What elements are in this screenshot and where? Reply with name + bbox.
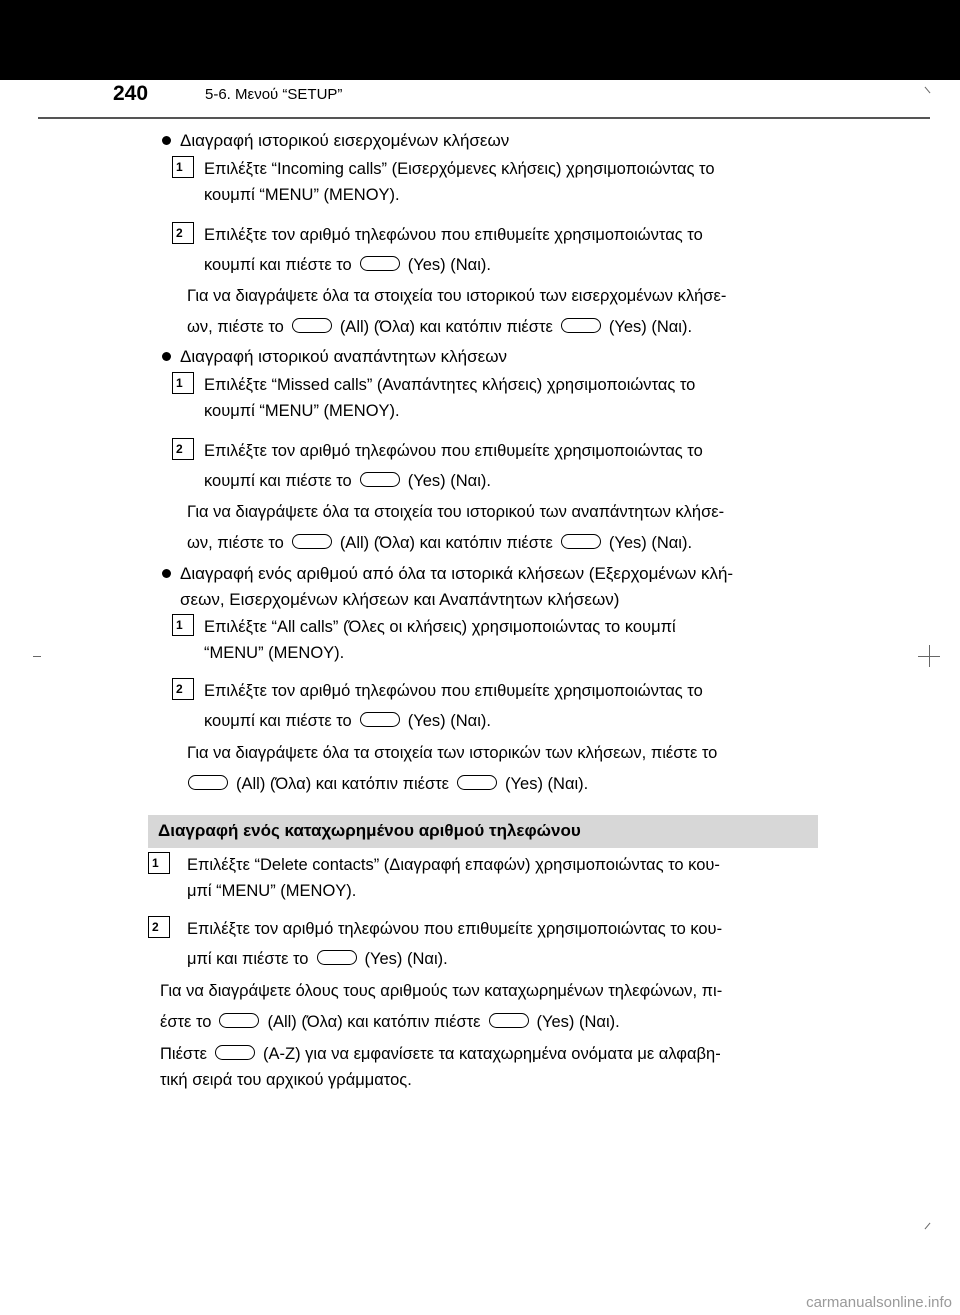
bullet-incoming: Διαγραφή ιστορικού εισερχομένων κλήσεων (180, 131, 510, 150)
note-text-mid: (All) (Όλα) και κατόπιν πιέστε (339, 318, 553, 336)
yes-button-icon (457, 775, 497, 790)
step-badge-2: 2 (172, 438, 194, 460)
contacts-note2-line2: τική σειρά του αρχικού γράμματος. (160, 1071, 412, 1089)
incoming-step1-line2: κουμπί “MENU” (MENOY). (204, 186, 400, 204)
incoming-step1-line1: Επιλέξτε “Incoming calls” (Εισερχόμενες κλήσεις) χρησιμοποιώντας το (204, 160, 715, 178)
section-title: 5-6. Μενού “SETUP” (205, 86, 343, 103)
az-button-icon (215, 1045, 255, 1060)
bullet-dot (162, 352, 171, 361)
step2-text: κουμπί και πιέστε το (204, 472, 352, 490)
step-badge-1: 1 (148, 852, 170, 874)
step2-text: μπί και πιέστε το (187, 950, 309, 968)
all-button-icon (292, 534, 332, 549)
yes-label: (Yes) (Ναι). (505, 775, 589, 793)
bullet-dot (162, 136, 171, 145)
note-text-mid: (All) (Όλα) και κατόπιν πιέστε (267, 1013, 481, 1031)
watermark: carmanualsonline.info (806, 1294, 952, 1311)
yes-label: (Yes) (Ναι). (608, 318, 693, 336)
note-text: Πιέστε (160, 1045, 207, 1063)
yes-button-icon (360, 472, 400, 487)
step-badge-1: 1 (172, 156, 194, 178)
all-button-icon (188, 775, 228, 790)
note-text-mid: (All) (Όλα) και κατόπιν πιέστε (236, 775, 450, 793)
note-text: ων, πιέστε το (187, 534, 284, 552)
yes-label: (Yes) (Ναι). (407, 472, 491, 490)
bullet-all-line2: σεων, Εισερχομένων κλήσεων και Αναπάντητων κλήσεων) (180, 590, 620, 609)
yes-button-icon (317, 950, 357, 965)
step-badge-2: 2 (172, 678, 194, 700)
contacts-step2-line2 (187, 946, 448, 972)
all-step2-line2 (204, 708, 491, 734)
missed-step2-line1: Επιλέξτε τον αριθμό τηλεφώνου που επιθυμείτε χρησιμοποιώντας το (204, 442, 703, 460)
contacts-note1-line1: Για να διαγράψετε όλους τους αριθμούς των καταχωρημένων τηλεφώνων, πι- (160, 982, 723, 1000)
top-black-bar (0, 0, 960, 80)
step2-text: κουμπί και πιέστε το (204, 256, 352, 274)
note-text: ων, πιέστε το (187, 318, 284, 336)
bullet-missed: Διαγραφή ιστορικού αναπάντητων κλήσεων (180, 347, 507, 366)
incoming-step2-line1: Επιλέξτε τον αριθμό τηλεφώνου που επιθυμείτε χρησιμοποιώντας το (204, 226, 703, 244)
note-text: έστε το (160, 1013, 212, 1031)
crop-mark-left (33, 656, 41, 657)
yes-label: (Yes) (Ναι). (608, 534, 693, 552)
yes-button-icon (360, 256, 400, 271)
section-heading: Διαγραφή ενός καταχωρημένου αριθμού τηλεφώνου (158, 821, 581, 840)
bullet-all-line1: Διαγραφή ενός αριθμού από όλα τα ιστορικά κλήσεων (Εξερχομένων κλή- (180, 564, 734, 583)
incoming-note-line1: Για να διαγράψετε όλα τα στοιχεία του ιστορικού των εισερχομένων κλήσε- (187, 287, 727, 305)
header-rule (38, 117, 930, 119)
yes-button-icon (489, 1013, 529, 1028)
incoming-note-line2 (187, 314, 692, 340)
bullet-dot (162, 569, 171, 578)
yes-label: (Yes) (Ναι). (364, 950, 448, 968)
note-text-mid: (All) (Όλα) και κατόπιν πιέστε (339, 534, 553, 552)
crop-mark-bottom-right (925, 1223, 931, 1230)
yes-button-icon (561, 534, 601, 549)
step-badge-2: 2 (148, 916, 170, 938)
contacts-note1-line2 (160, 1009, 620, 1035)
step2-text: κουμπί και πιέστε το (204, 712, 352, 730)
crop-mark-right-v (929, 645, 930, 667)
page-number: 240 (113, 82, 149, 105)
all-step1-line1: Επιλέξτε “All calls” (Όλες οι κλήσεις) χρησιμοποιώντας το κουμπί (204, 618, 676, 636)
missed-step2-line2 (204, 468, 491, 494)
all-step2-line1: Επιλέξτε τον αριθμό τηλεφώνου που επιθυμείτε χρησιμοποιώντας το (204, 682, 703, 700)
yes-label: (Yes) (Ναι). (407, 712, 491, 730)
note-text-post: (A-Z) για να εμφανίσετε τα καταχωρημένα ονόματα με αλφαβη- (263, 1045, 721, 1063)
incoming-step2-line2 (204, 252, 491, 278)
yes-button-icon (561, 318, 601, 333)
contacts-step1-line2: μπί “MENU” (MENOY). (187, 882, 357, 900)
step-badge-1: 1 (172, 614, 194, 636)
all-button-icon (292, 318, 332, 333)
all-button-icon (219, 1013, 259, 1028)
missed-step1-line1: Επιλέξτε “Missed calls” (Αναπάντητες κλήσεις) χρησιμοποιώντας το (204, 376, 696, 394)
all-note-line2 (180, 771, 588, 797)
crop-mark-top-right (925, 87, 931, 94)
missed-note-line2 (187, 530, 692, 556)
all-note-line1: Για να διαγράψετε όλα τα στοιχεία των ιστορικών των κλήσεων, πιέστε το (187, 744, 718, 762)
missed-step1-line2: κουμπί “MENU” (MENOY). (204, 402, 400, 420)
step-badge-1: 1 (172, 372, 194, 394)
contacts-note2-line1 (160, 1041, 721, 1067)
yes-button-icon (360, 712, 400, 727)
yes-label: (Yes) (Ναι). (407, 256, 491, 274)
section-heading-band (148, 815, 818, 848)
missed-note-line1: Για να διαγράψετε όλα τα στοιχεία του ιστορικού των αναπάντητων κλήσε- (187, 503, 725, 521)
all-step1-line2: “MENU” (MENOY). (204, 644, 345, 662)
step-badge-2: 2 (172, 222, 194, 244)
contacts-step1-line1: Επιλέξτε “Delete contacts” (Διαγραφή επαφών) χρησιμοποιώντας το κου- (187, 856, 720, 874)
contacts-step2-line1: Επιλέξτε τον αριθμό τηλεφώνου που επιθυμείτε χρησιμοποιώντας το κου- (187, 920, 723, 938)
yes-label: (Yes) (Ναι). (536, 1013, 620, 1031)
